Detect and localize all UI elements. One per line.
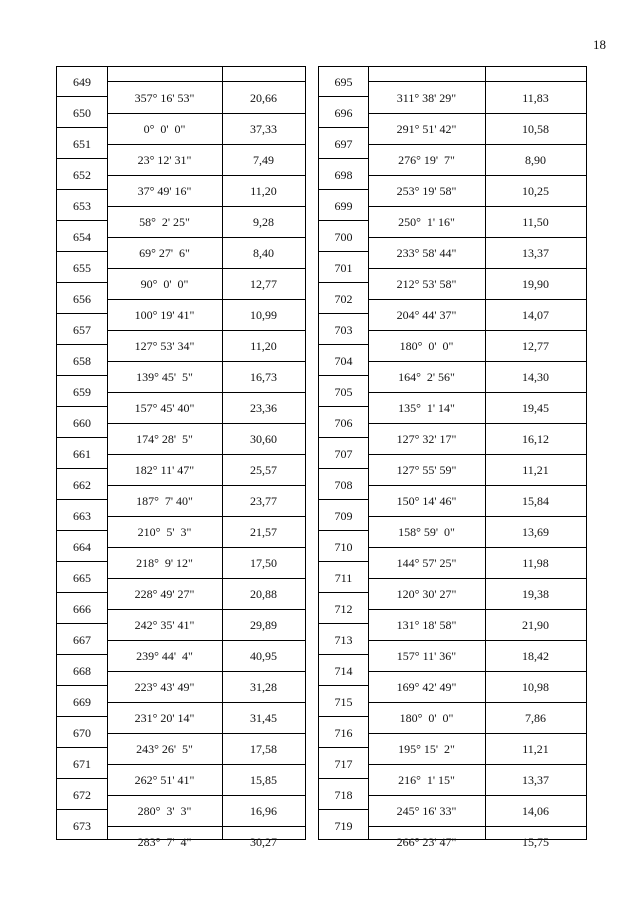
point-number: 711 bbox=[334, 571, 353, 585]
bearing-angle: 0° 0' 0" bbox=[143, 122, 186, 136]
bearing-angle: 58° 2' 25" bbox=[139, 215, 190, 229]
row-divider bbox=[319, 437, 368, 438]
row-divider bbox=[368, 640, 586, 641]
bearing-angle: 120° 30' 27" bbox=[396, 587, 457, 601]
point-number: 650 bbox=[73, 106, 91, 120]
row-divider bbox=[57, 778, 107, 779]
bearing-angle: 291° 51' 42" bbox=[396, 122, 457, 136]
segment-length: 23,77 bbox=[250, 494, 277, 508]
segment-length: 10,58 bbox=[522, 122, 549, 136]
bearing-angle: 144° 57' 25" bbox=[396, 556, 457, 570]
bearing-angle: 243° 26' 5" bbox=[136, 742, 193, 756]
row-divider bbox=[319, 251, 368, 252]
bearing-angle: 23° 12' 31" bbox=[137, 153, 192, 167]
segment-length: 31,28 bbox=[250, 680, 277, 694]
bearing-angle: 100° 19' 41" bbox=[134, 308, 195, 322]
bearing-angle: 169° 42' 49" bbox=[396, 680, 457, 694]
row-divider bbox=[107, 237, 305, 238]
row-divider bbox=[368, 268, 586, 269]
point-number: 718 bbox=[334, 788, 353, 802]
row-divider bbox=[107, 113, 305, 114]
point-number: 709 bbox=[334, 509, 353, 523]
bearing-angle: 212° 53' 58" bbox=[396, 277, 457, 291]
row-divider bbox=[57, 313, 107, 314]
row-divider bbox=[368, 81, 586, 82]
point-number: 706 bbox=[334, 416, 353, 430]
point-number: 712 bbox=[334, 602, 353, 616]
point-number: 670 bbox=[73, 726, 91, 740]
segment-length: 14,07 bbox=[522, 308, 549, 322]
point-number: 649 bbox=[73, 75, 91, 89]
row-divider bbox=[368, 671, 586, 672]
point-number: 657 bbox=[73, 323, 91, 337]
segment-length: 10,99 bbox=[250, 308, 277, 322]
segment-length: 13,37 bbox=[522, 246, 549, 260]
row-divider bbox=[368, 113, 586, 114]
segment-length: 13,37 bbox=[522, 773, 549, 787]
bearing-angle: 218° 9' 12" bbox=[136, 556, 193, 570]
row-divider bbox=[368, 609, 586, 610]
point-number: 696 bbox=[334, 106, 353, 120]
row-divider bbox=[107, 547, 305, 548]
bearing-angle: 357° 16' 53" bbox=[134, 91, 195, 105]
row-divider bbox=[57, 716, 107, 717]
bearing-angle: 127° 55' 59" bbox=[396, 463, 457, 477]
point-number: 663 bbox=[73, 509, 91, 523]
row-divider bbox=[368, 547, 586, 548]
row-divider bbox=[319, 468, 368, 469]
row-divider bbox=[57, 499, 107, 500]
segment-length: 23,36 bbox=[250, 401, 277, 415]
point-number: 717 bbox=[334, 757, 353, 771]
point-number: 695 bbox=[334, 75, 353, 89]
bearing-angle: 280° 3' 3" bbox=[137, 804, 192, 818]
point-number: 671 bbox=[73, 757, 91, 771]
point-number: 719 bbox=[334, 819, 353, 833]
page-number: 18 bbox=[593, 37, 606, 52]
segment-length: 11,21 bbox=[522, 463, 549, 477]
row-divider bbox=[368, 392, 586, 393]
row-divider bbox=[368, 795, 586, 796]
row-divider bbox=[368, 423, 586, 424]
segment-length: 21,57 bbox=[250, 525, 277, 539]
row-divider bbox=[319, 313, 368, 314]
row-divider bbox=[319, 96, 368, 97]
point-number: 707 bbox=[334, 447, 353, 461]
segment-length: 30,27 bbox=[250, 835, 277, 849]
point-number: 702 bbox=[334, 292, 353, 306]
bearing-angle: 223° 43' 49" bbox=[134, 680, 195, 694]
row-divider bbox=[319, 189, 368, 190]
bearing-angle: 283° 7' 4" bbox=[137, 835, 192, 849]
row-divider bbox=[368, 454, 586, 455]
row-divider bbox=[319, 282, 368, 283]
segment-length: 11,50 bbox=[522, 215, 549, 229]
row-divider bbox=[319, 778, 368, 779]
segment-length: 30,60 bbox=[250, 432, 277, 446]
bearing-angle: 69° 27' 6" bbox=[139, 246, 190, 260]
segment-length: 19,38 bbox=[522, 587, 549, 601]
segment-length: 16,96 bbox=[250, 804, 277, 818]
row-divider bbox=[107, 454, 305, 455]
segment-length: 37,33 bbox=[250, 122, 277, 136]
row-divider bbox=[319, 809, 368, 810]
bearing-angle: 139° 45' 5" bbox=[136, 370, 193, 384]
row-divider bbox=[57, 158, 107, 159]
segment-length: 20,88 bbox=[250, 587, 277, 601]
segment-length: 20,66 bbox=[250, 91, 277, 105]
row-divider bbox=[368, 764, 586, 765]
row-divider bbox=[319, 530, 368, 531]
row-divider bbox=[107, 423, 305, 424]
segment-length: 15,75 bbox=[522, 835, 549, 849]
row-divider bbox=[319, 406, 368, 407]
row-divider bbox=[319, 375, 368, 376]
row-divider bbox=[107, 609, 305, 610]
point-number: 651 bbox=[73, 137, 91, 151]
point-number: 704 bbox=[334, 354, 353, 368]
bearing-angle: 276° 19' 7" bbox=[398, 153, 455, 167]
row-divider bbox=[57, 437, 107, 438]
row-divider bbox=[57, 282, 107, 283]
point-number: 665 bbox=[73, 571, 91, 585]
bearing-angle: 231° 20' 14" bbox=[134, 711, 195, 725]
segment-length: 18,42 bbox=[522, 649, 549, 663]
row-divider bbox=[319, 158, 368, 159]
row-divider bbox=[368, 330, 586, 331]
row-divider bbox=[368, 485, 586, 486]
segment-length: 19,45 bbox=[522, 401, 549, 415]
point-number: 656 bbox=[73, 292, 91, 306]
row-divider bbox=[368, 361, 586, 362]
point-number: 713 bbox=[334, 633, 353, 647]
point-number: 715 bbox=[334, 695, 353, 709]
row-divider bbox=[57, 406, 107, 407]
point-number: 667 bbox=[73, 633, 91, 647]
point-number: 699 bbox=[334, 199, 353, 213]
row-divider bbox=[107, 392, 305, 393]
row-divider bbox=[57, 96, 107, 97]
row-divider bbox=[57, 468, 107, 469]
segment-length: 11,20 bbox=[250, 184, 277, 198]
segment-length: 14,30 bbox=[522, 370, 549, 384]
bearing-angle: 37° 49' 16" bbox=[137, 184, 192, 198]
segment-length: 10,98 bbox=[522, 680, 549, 694]
bearing-angle: 210° 5' 3" bbox=[137, 525, 192, 539]
bearing-angle: 187° 7' 40" bbox=[136, 494, 193, 508]
row-divider bbox=[107, 268, 305, 269]
bearing-angle: 228° 49' 27" bbox=[134, 587, 195, 601]
segment-length: 16,12 bbox=[522, 432, 549, 446]
segment-length: 16,73 bbox=[250, 370, 277, 384]
segment-length: 25,57 bbox=[250, 463, 277, 477]
bearing-angle: 131° 18' 58" bbox=[396, 618, 457, 632]
segment-length: 9,28 bbox=[253, 215, 274, 229]
row-divider bbox=[107, 206, 305, 207]
point-number: 666 bbox=[73, 602, 91, 616]
bearing-angle: 216° 1' 15" bbox=[398, 773, 455, 787]
row-divider bbox=[107, 485, 305, 486]
point-number: 714 bbox=[334, 664, 353, 678]
row-divider bbox=[107, 578, 305, 579]
bearing-angle: 242° 35' 41" bbox=[134, 618, 195, 632]
segment-length: 17,50 bbox=[250, 556, 277, 570]
row-divider bbox=[107, 330, 305, 331]
row-divider bbox=[57, 654, 107, 655]
point-number: 669 bbox=[73, 695, 91, 709]
segment-length: 11,83 bbox=[522, 91, 549, 105]
point-number: 697 bbox=[334, 137, 353, 151]
point-number: 658 bbox=[73, 354, 91, 368]
row-divider bbox=[368, 299, 586, 300]
bearing-angle: 157° 45' 40" bbox=[134, 401, 195, 415]
bearing-angle: 180° 0' 0" bbox=[399, 339, 454, 353]
row-divider bbox=[107, 299, 305, 300]
point-number: 661 bbox=[73, 447, 91, 461]
segment-length: 21,90 bbox=[522, 618, 549, 632]
point-number: 708 bbox=[334, 478, 353, 492]
bearing-angle: 266° 23' 47" bbox=[396, 835, 457, 849]
point-number: 710 bbox=[334, 540, 353, 554]
row-divider bbox=[319, 592, 368, 593]
row-divider bbox=[368, 516, 586, 517]
row-divider bbox=[107, 733, 305, 734]
row-divider bbox=[107, 81, 305, 82]
segment-length: 14,06 bbox=[522, 804, 549, 818]
segment-length: 15,84 bbox=[522, 494, 549, 508]
segment-length: 12,77 bbox=[250, 277, 277, 291]
point-number: 673 bbox=[73, 819, 91, 833]
row-divider bbox=[107, 175, 305, 176]
segment-length: 10,25 bbox=[522, 184, 549, 198]
bearing-angle: 311° 38' 29" bbox=[396, 91, 457, 105]
row-divider bbox=[368, 826, 586, 827]
row-divider bbox=[57, 623, 107, 624]
segment-length: 8,90 bbox=[525, 153, 546, 167]
segment-length: 19,90 bbox=[522, 277, 549, 291]
row-divider bbox=[319, 747, 368, 748]
segment-length: 8,40 bbox=[253, 246, 274, 260]
row-divider bbox=[57, 747, 107, 748]
row-divider bbox=[107, 516, 305, 517]
row-divider bbox=[368, 175, 586, 176]
bearing-angle: 157° 11' 36" bbox=[396, 649, 457, 663]
bearing-angle: 127° 53' 34" bbox=[134, 339, 195, 353]
point-number: 701 bbox=[334, 261, 353, 275]
row-divider bbox=[57, 592, 107, 593]
row-divider bbox=[107, 671, 305, 672]
segment-length: 15,85 bbox=[250, 773, 277, 787]
bearing-angle: 253° 19' 58" bbox=[396, 184, 457, 198]
row-divider bbox=[107, 764, 305, 765]
row-divider bbox=[57, 561, 107, 562]
bearing-angle: 90° 0' 0" bbox=[140, 277, 189, 291]
segment-length: 7,49 bbox=[253, 153, 274, 167]
row-divider bbox=[319, 220, 368, 221]
row-divider bbox=[368, 702, 586, 703]
row-divider bbox=[57, 251, 107, 252]
bearing-angle: 164° 2' 56" bbox=[398, 370, 455, 384]
segment-length: 31,45 bbox=[250, 711, 277, 725]
row-divider bbox=[319, 716, 368, 717]
point-number: 703 bbox=[334, 323, 353, 337]
segment-length: 40,95 bbox=[250, 649, 277, 663]
segment-length: 7,86 bbox=[525, 711, 546, 725]
row-divider bbox=[57, 189, 107, 190]
row-divider bbox=[368, 144, 586, 145]
segment-length: 13,69 bbox=[522, 525, 549, 539]
row-divider bbox=[57, 344, 107, 345]
row-divider bbox=[368, 733, 586, 734]
point-number: 662 bbox=[73, 478, 91, 492]
bearing-angle: 262° 51' 41" bbox=[134, 773, 195, 787]
bearing-angle: 127° 32' 17" bbox=[396, 432, 457, 446]
row-divider bbox=[107, 640, 305, 641]
point-number: 655 bbox=[73, 261, 91, 275]
row-divider bbox=[319, 561, 368, 562]
point-number: 716 bbox=[334, 726, 353, 740]
row-divider bbox=[57, 127, 107, 128]
row-divider bbox=[368, 578, 586, 579]
bearing-angle: 233° 58' 44" bbox=[396, 246, 457, 260]
point-number: 700 bbox=[334, 230, 353, 244]
point-number: 660 bbox=[73, 416, 91, 430]
bearing-angle: 180° 0' 0" bbox=[399, 711, 454, 725]
row-divider bbox=[368, 206, 586, 207]
segment-length: 12,77 bbox=[522, 339, 549, 353]
row-divider bbox=[107, 702, 305, 703]
point-number: 668 bbox=[73, 664, 91, 678]
bearing-angle: 158° 59' 0" bbox=[398, 525, 455, 539]
segment-length: 11,21 bbox=[522, 742, 549, 756]
row-divider bbox=[107, 826, 305, 827]
bearing-angle: 150° 14' 46" bbox=[396, 494, 457, 508]
row-divider bbox=[319, 623, 368, 624]
row-divider bbox=[57, 685, 107, 686]
row-divider bbox=[57, 220, 107, 221]
segment-length: 11,98 bbox=[522, 556, 549, 570]
coordinates-table-left bbox=[56, 66, 306, 849]
bearing-angle: 245° 16' 33" bbox=[396, 804, 457, 818]
row-divider bbox=[57, 375, 107, 376]
row-divider bbox=[319, 344, 368, 345]
row-divider bbox=[319, 685, 368, 686]
bearing-angle: 195° 15' 2" bbox=[398, 742, 455, 756]
point-number: 672 bbox=[73, 788, 91, 802]
point-number: 653 bbox=[73, 199, 91, 213]
bearing-angle: 239° 44' 4" bbox=[136, 649, 193, 663]
point-number: 652 bbox=[73, 168, 91, 182]
row-divider bbox=[319, 654, 368, 655]
row-divider bbox=[107, 144, 305, 145]
bearing-angle: 174° 28' 5" bbox=[136, 432, 193, 446]
point-number: 659 bbox=[73, 385, 91, 399]
point-number: 705 bbox=[334, 385, 353, 399]
segment-length: 29,89 bbox=[250, 618, 277, 632]
coordinates-table-right bbox=[318, 66, 587, 849]
segment-length: 17,58 bbox=[250, 742, 277, 756]
point-number: 664 bbox=[73, 540, 91, 554]
segment-length: 11,20 bbox=[250, 339, 277, 353]
row-divider bbox=[368, 237, 586, 238]
row-divider bbox=[107, 795, 305, 796]
bearing-angle: 135° 1' 14" bbox=[398, 401, 455, 415]
row-divider bbox=[107, 361, 305, 362]
bearing-angle: 250° 1' 16" bbox=[398, 215, 455, 229]
row-divider bbox=[319, 499, 368, 500]
bearing-angle: 182° 11' 47" bbox=[134, 463, 195, 477]
bearing-angle: 204° 44' 37" bbox=[396, 308, 457, 322]
point-number: 654 bbox=[73, 230, 91, 244]
point-number: 698 bbox=[334, 168, 353, 182]
row-divider bbox=[57, 530, 107, 531]
row-divider bbox=[319, 127, 368, 128]
row-divider bbox=[57, 809, 107, 810]
